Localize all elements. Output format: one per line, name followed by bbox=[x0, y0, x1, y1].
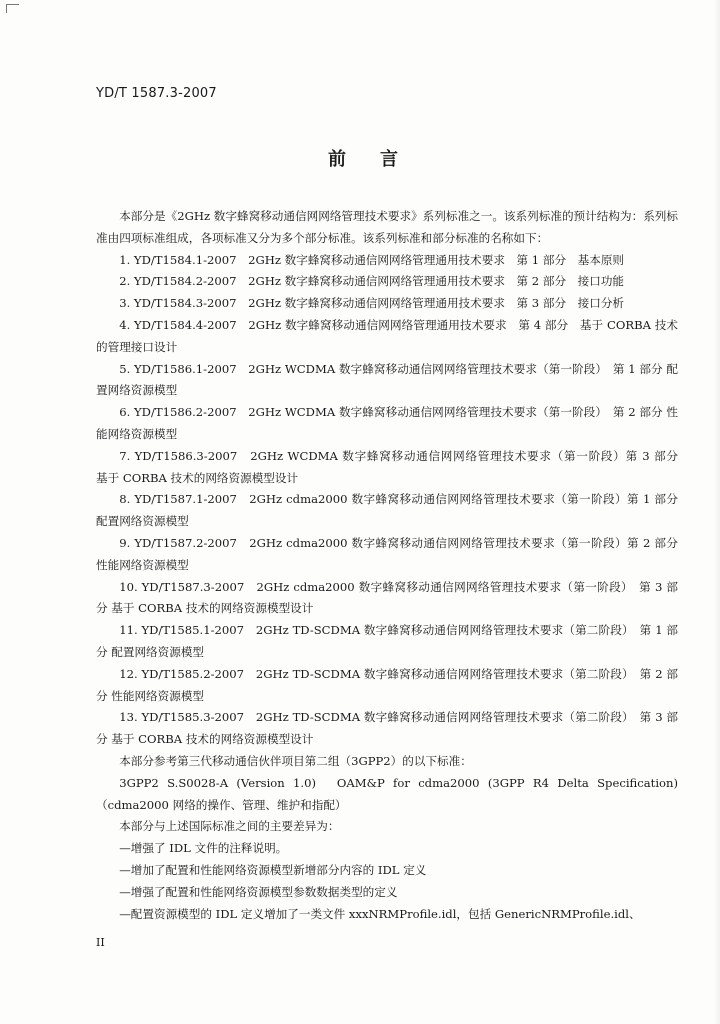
list-item: 9. YD/T1587.2-2007 2GHz cdma2000 数字蜂窝移动通信网网络管理技术要求（第一阶段）第 2 部分 性能网络资源模型 bbox=[96, 535, 690, 572]
list-item: 11. YD/T1585.1-2007 2GHz TD-SCDMA 数字蜂窝移动通信网网络管理技术要求（第二阶段） 第 1 部分 配置网络资源模型 bbox=[96, 623, 678, 659]
difference-item: —增加了配置和性能网络资源模型新增部分内容的 IDL 定义 bbox=[119, 862, 427, 877]
list-item: 6. YD/T1586.2-2007 2GHz WCDMA 数字蜂窝移动通信网网络管理技术要求（第一阶段） 第 2 部分 性能网络资源模型 bbox=[96, 405, 678, 441]
list-item: 7. YD/T1586.3-2007 2GHz WCDMA 数字蜂窝移动通信网网络管理技术要求（第一阶段）第 3 部分 基于 CORBA 技术的网络资源模型设计 bbox=[96, 448, 690, 485]
list-item: 10. YD/T1587.3-2007 2GHz cdma2000 数字蜂窝移动通信网网络管理技术要求（第一阶段） 第 3 部分 基于 CORBA 技术的网络资源模型设计 bbox=[96, 579, 678, 616]
page-title: 前言 bbox=[328, 149, 432, 170]
difference-item: —配置资源模型的 IDL 定义增加了一类文件 xxxNRMProfile.idl，包括 GenericNRMProfile.idl、 bbox=[119, 906, 641, 921]
list-item: 5. YD/T1586.1-2007 2GHz WCDMA 数字蜂窝移动通信网网络管理技术要求（第一阶段） 第 1 部分 配置网络资源模型 bbox=[96, 361, 678, 398]
reference-intro: 本部分参考第三代移动通信伙伴项目第二组（3GPP2）的以下标准： bbox=[119, 753, 472, 768]
differences-intro: 本部分与上述国际标准之间的主要差异为： bbox=[119, 819, 340, 834]
list-item: 8. YD/T1587.1-2007 2GHz cdma2000 数字蜂窝移动通信网网络管理技术要求（第一阶段）第 1 部分 配置网络资源模型 bbox=[96, 492, 690, 529]
scan-edge-shadow bbox=[714, 0, 720, 1024]
document-code: YD/T 1587.3-2007 bbox=[96, 86, 217, 101]
list-item: 2. YD/T1584.2-2007 2GHz 数字蜂窝移动通信网网络管理通用技术要求 第 2 部分 接口功能 bbox=[119, 274, 625, 289]
scan-corner-mark bbox=[6, 4, 19, 13]
reference-standard: 3GPP2 S.S0028-A (Version 1.0) OAM&P for cdma2000 (3GPP R4 Delta Specification)（cdma2000 网络的操作、管理、维护和指配） bbox=[96, 775, 678, 812]
page-number: II bbox=[96, 936, 105, 949]
list-item: 3. YD/T1584.3-2007 2GHz 数字蜂窝移动通信网网络管理通用技术要求 第 3 部分 接口分析 bbox=[119, 296, 625, 311]
difference-item: —增强了 IDL 文件的注释说明。 bbox=[119, 841, 288, 856]
list-item: 12. YD/T1585.2-2007 2GHz TD-SCDMA 数字蜂窝移动通信网网络管理技术要求（第二阶段） 第 2 部分 性能网络资源模型 bbox=[96, 666, 678, 703]
intro-paragraph: 本部分是《2GHz 数字蜂窝移动通信网网络管理技术要求》系列标准之一。该系列标准的预计结构为：系列标准由四项标准组成，各项标准又分为多个部分标准。该系列标准和部分标准的名称如下： bbox=[96, 209, 678, 245]
difference-item: —增强了配置和性能网络资源模型参数数据类型的定义 bbox=[119, 884, 398, 899]
body-content bbox=[96, 206, 690, 925]
list-item: 1. YD/T1584.1-2007 2GHz 数字蜂窝移动通信网网络管理通用技术要求 第 1 部分 基本原则 bbox=[119, 252, 625, 267]
list-item: 13. YD/T1585.3-2007 2GHz TD-SCDMA 数字蜂窝移动通信网网络管理技术要求（第二阶段） 第 3 部分 基于 CORBA 技术的网络资源模型设计 bbox=[96, 710, 678, 747]
list-item: 4. YD/T1584.4-2007 2GHz 数字蜂窝移动通信网网络管理通用技术要求 第 4 部分 基于 CORBA 技术的管理接口设计 bbox=[96, 317, 678, 354]
